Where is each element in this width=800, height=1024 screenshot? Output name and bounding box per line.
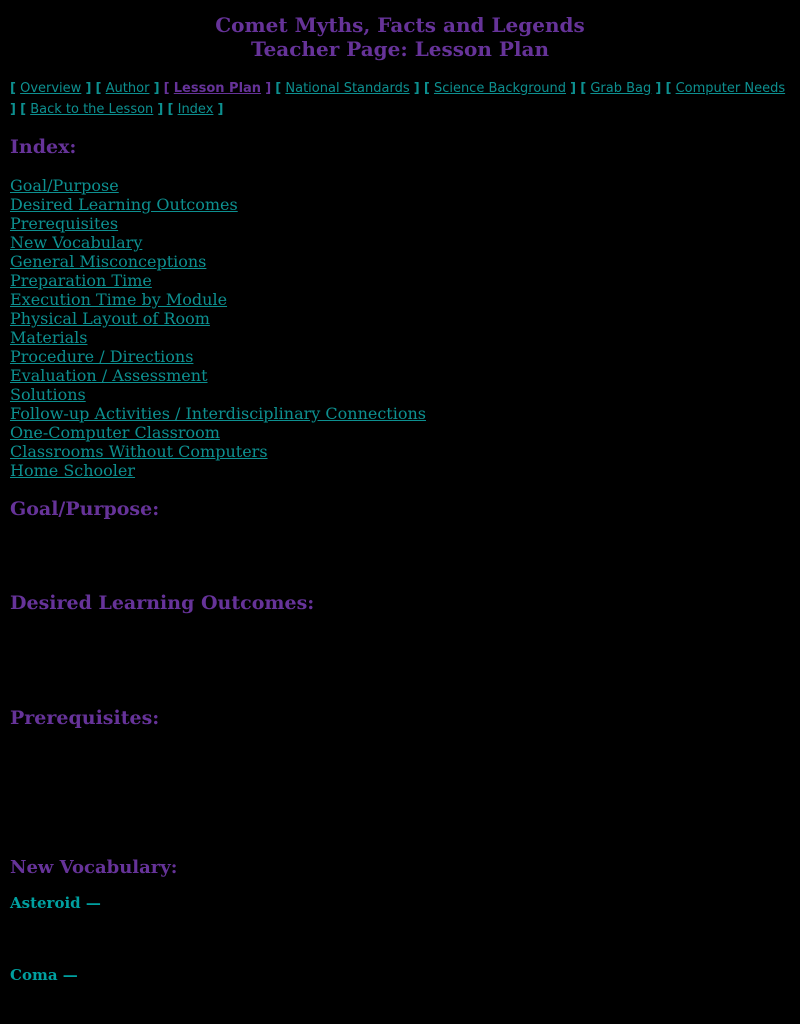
nav-item-overview <box>10 81 91 96</box>
index-link-follow-up-activities[interactable]: Follow-up Activities / Interdisciplinary Connections <box>10 404 426 423</box>
index-link-desired-learning-outcomes[interactable]: Desired Learning Outcomes <box>10 195 238 214</box>
index-link-evaluation-assessment[interactable]: Evaluation / Assessment <box>10 366 208 385</box>
close-bracket: ] <box>10 102 16 117</box>
goal-purpose-heading: Goal/Purpose: <box>10 498 160 520</box>
close-bracket: ] <box>413 81 420 96</box>
nav-link-overview[interactable]: Overview <box>20 81 82 96</box>
nav-link-science-background[interactable]: Science Background <box>433 81 567 96</box>
open-bracket: [ <box>95 81 102 96</box>
nav-item-back-to-the-lesson <box>20 102 163 117</box>
vocab-term-asteroid: Asteroid — <box>10 894 101 912</box>
nav-link-grab-bag[interactable]: Grab Bag <box>590 81 652 96</box>
nav-link-back-to-the-lesson[interactable]: Back to the Lesson <box>30 102 154 117</box>
index-link-prerequisites[interactable]: Prerequisites <box>10 214 119 233</box>
index-link-classrooms-without-computers[interactable]: Classrooms Without Computers <box>10 442 268 461</box>
open-bracket: [ <box>10 81 16 96</box>
close-bracket: ] <box>85 81 92 96</box>
close-bracket: ] <box>655 81 662 96</box>
page-title <box>10 13 790 61</box>
desired-learning-outcomes-heading: Desired Learning Outcomes: <box>10 592 315 614</box>
nav-link-computer-needs[interactable]: Computer Needs <box>675 81 786 96</box>
nav-item-lesson-plan <box>164 81 272 96</box>
open-bracket: [ <box>665 81 672 96</box>
index-link-execution-time-by-module[interactable]: Execution Time by Module <box>10 290 228 309</box>
prerequisites-heading: Prerequisites: <box>10 707 160 729</box>
index-link-physical-layout-of-room[interactable]: Physical Layout of Room <box>10 309 210 328</box>
nav-item-author <box>96 81 160 96</box>
nav-bar <box>10 78 790 120</box>
nav-item-science-background <box>424 81 576 96</box>
index-heading: Index: <box>10 136 77 158</box>
nav-link-index[interactable]: Index <box>177 102 214 117</box>
new-vocabulary-heading: New Vocabulary: <box>10 857 178 878</box>
close-bracket: ] <box>153 81 160 96</box>
open-bracket: [ <box>275 81 282 96</box>
close-bracket: ] <box>265 81 272 96</box>
index-link-new-vocabulary[interactable]: New Vocabulary <box>10 233 143 252</box>
index-link-procedure-directions[interactable]: Procedure / Directions <box>10 347 194 366</box>
nav-item-national-standards <box>275 81 419 96</box>
open-bracket: [ <box>167 102 174 117</box>
index-list <box>10 176 790 480</box>
index-link-preparation-time[interactable]: Preparation Time <box>10 271 152 290</box>
index-link-home-schooler[interactable]: Home Schooler <box>10 461 136 480</box>
index-link-materials[interactable]: Materials <box>10 328 88 347</box>
nav-item-grab-bag <box>580 81 661 96</box>
close-bracket: ] <box>570 81 577 96</box>
nav-link-author[interactable]: Author <box>105 81 150 96</box>
nav-link-lesson-plan[interactable]: Lesson Plan <box>173 81 262 96</box>
open-bracket: [ <box>580 81 587 96</box>
index-link-goal-purpose[interactable]: Goal/Purpose <box>10 176 119 195</box>
index-link-general-misconceptions[interactable]: General Misconceptions <box>10 252 207 271</box>
vocab-term-coma: Coma — <box>10 966 78 984</box>
close-bracket: ] <box>217 102 224 117</box>
page-title-line1: Comet Myths, Facts and Legends <box>215 13 585 37</box>
index-link-solutions[interactable]: Solutions <box>10 385 86 404</box>
open-bracket: [ <box>20 102 27 117</box>
nav-link-national-standards[interactable]: National Standards <box>285 81 410 96</box>
open-bracket: [ <box>163 81 170 96</box>
open-bracket: [ <box>423 81 430 96</box>
close-bracket: ] <box>157 102 164 117</box>
index-link-one-computer-classroom[interactable]: One-Computer Classroom <box>10 423 220 442</box>
nav-item-index <box>168 102 224 117</box>
page-title-line2: Teacher Page: Lesson Plan <box>250 37 550 61</box>
